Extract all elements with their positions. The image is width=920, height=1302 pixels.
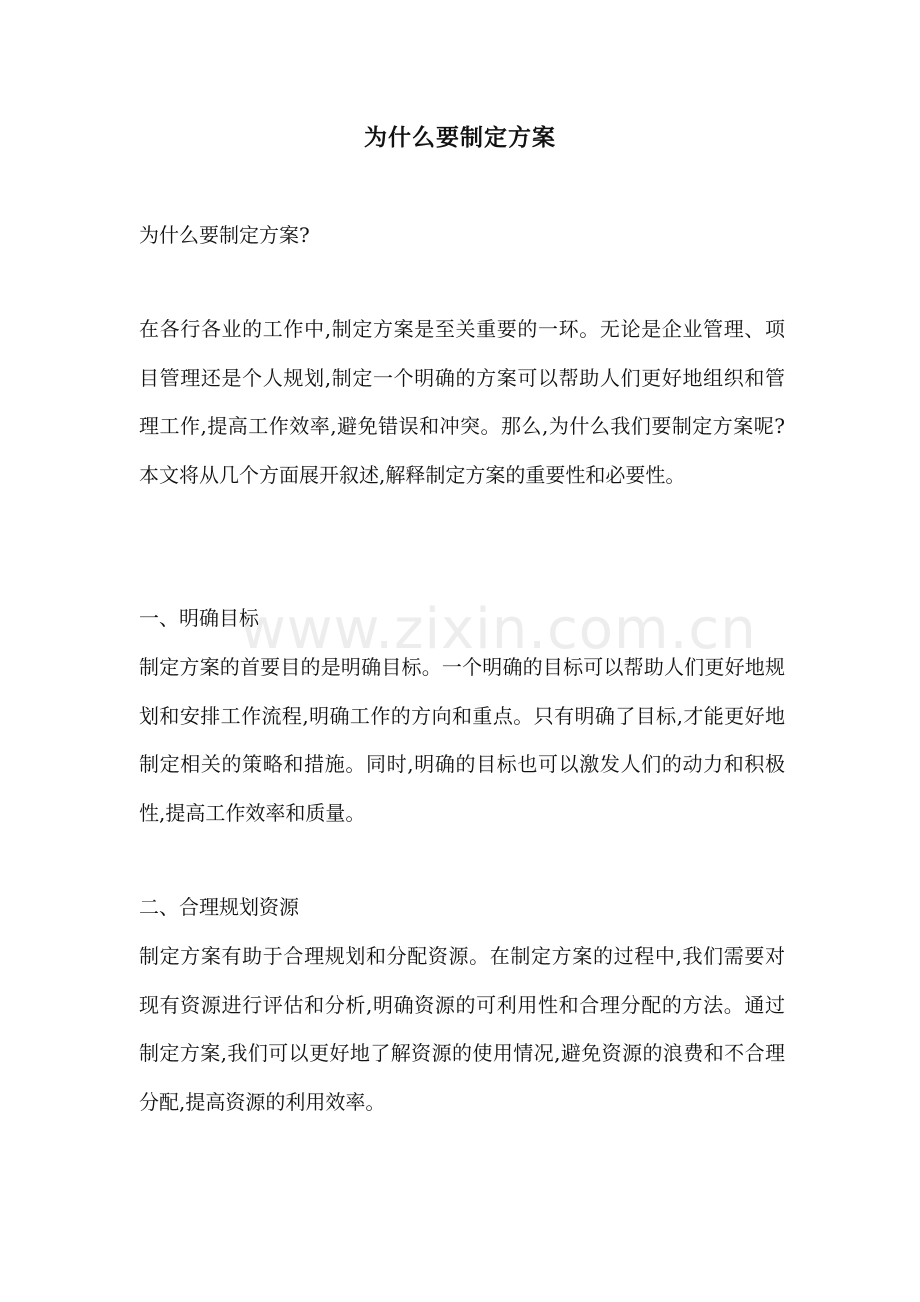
section-1-heading: 一、明确目标 — [139, 606, 259, 630]
watermark: www.zixin.com.cn — [240, 597, 757, 662]
section-2-heading: 二、合理规划资源 — [139, 895, 299, 919]
section-1-body: 制定方案的首要目的是明确目标。一个明确的目标可以帮助人们更好地规划和安排工作流程,明确工作的方向和重点。只有明确了目标,才能更好地制定相关的策略和措施。同时,明确的目标也可以激发人们的动力和积极性,提高工作效率和质量。 — [139, 655, 785, 825]
intro-paragraph: 在各行各业的工作中,制定方案是至关重要的一环。无论是企业管理、项目管理还是个人规划,制定一个明确的方案可以帮助人们更好地组织和管理工作,提高工作效率,避免错误和冲突。那么,为什么我们要制定方案呢?本文将从几个方面展开叙述,解释制定方案的重要性和必要性。 — [139, 317, 785, 487]
question-line: 为什么要制定方案? — [139, 223, 310, 247]
document-title: 为什么要制定方案 — [364, 124, 556, 151]
section-2-body: 制定方案有助于合理规划和分配资源。在制定方案的过程中,我们需要对现有资源进行评估和分析,明确资源的可利用性和合理分配的方法。通过制定方案,我们可以更好地了解资源的使用情况,避免资源的浪费和不合理分配,提高资源的利用效率。 — [139, 944, 785, 1114]
